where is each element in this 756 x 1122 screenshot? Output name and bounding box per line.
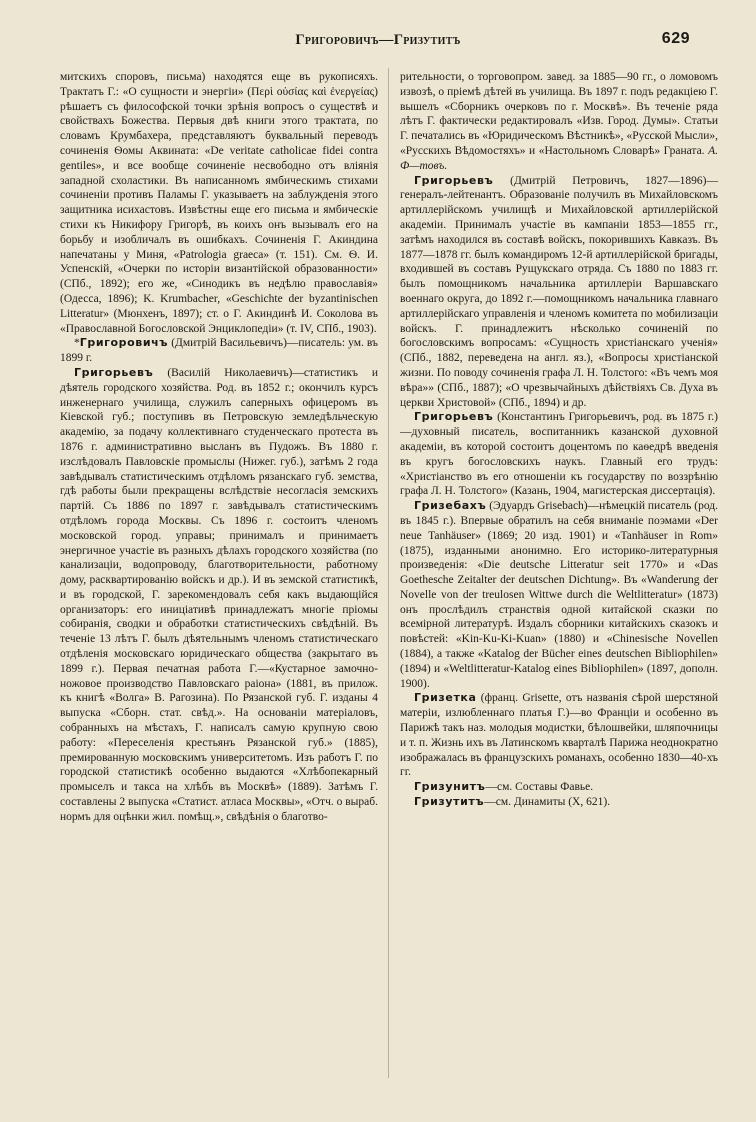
entry-headword: Григорьевъ (414, 410, 494, 424)
entry-headword: Гризунитъ (414, 780, 486, 794)
entry-text: (Дмитрій Васильевичъ)—писатель: ум. въ 1899 г. (60, 337, 378, 365)
continued-paragraph (400, 70, 718, 174)
entry-headword: Григоровичъ (79, 336, 169, 350)
entry-grisebach (400, 499, 718, 691)
entry-grizunit (400, 780, 718, 795)
entry-headword: Гризебахъ (414, 499, 487, 513)
entry-headword: Григорьевъ (414, 173, 494, 187)
entry-grigoriev-dmitry (400, 174, 718, 411)
entry-grigorovich (60, 336, 378, 366)
entry-grigoriev-vasily (60, 366, 378, 825)
entry-text: (франц. Grisette, отъ названія сѣрой шерстяной матеріи, излюбленнаго платья Г.)—во Франціи и особенно въ Парижѣ такъ наз. молодыя модистки, бѣлошвейки, шляпочницы и т. п. Жизнь ихъ въ Латинскомъ кварталѣ Парижа неоднократно изображалась въ французскихъ романахъ, особенно 1830—40-хъ гг. (400, 692, 718, 779)
entry-grizutit (400, 795, 718, 810)
entry-text: —см. Составы Фавье. (485, 781, 594, 794)
entry-text: (Василій Николаевичъ)—статистикъ и дѣятель городского хозяйства. Род. въ 1852 г.; окончилъ курсъ инженернаго училища, служилъ саперныхъ офицеромъ въ Кіевской губ.; поступивъ въ Петровскую земледѣльческую академію, за подачу коллективнаго студенческаго протеста въ 1876 г. административно высланъ въ Пудожъ. Въ 1880 г. изслѣдовалъ Павловскіе промыслы (Нижег. губ.), затѣмъ 2 года завѣдывалъ статистическимъ отдѣломъ рязанскаго губ. земства, гдѣ работы были прекращены вслѣдствіе несогласія земскихъ партій. Съ 1886 по 1897 г. завѣдывалъ статистическимъ отдѣломъ города Москвы. Съ 1896 г. состоитъ членомъ московской город. управы; принималъ и принимаетъ энергичное участіе въ разныхъ дѣлахъ городского хозяйства (по канализаціи, водопроводу, благотворительности, работному дому, расквартированію войскъ и др.). И въ земской статистикѣ, и въ городской, Г. зарекомендовалъ себя какъ выдающійся организаторъ: его иниціативѣ принадлежатъ многіе пріомы собиранія, сводки и обработки статистическихъ свѣдѣній. Въ теченіе 13 лѣтъ Г. былъ дѣятельнымъ членомъ статистическаго отдѣленія московскаго юридическаго общества (закрытаго въ 1899 г.). Первая печатная работа Г.—«Кустарное замочно-ножовое производство Павловскаго раіона» (1881, въ прилож. къ книгѣ «Волга» В. Рагозина). По Рязанской губ. Г. изданы 4 выпуска «Сборн. стат. свѣд.». На основаніи матеріаловъ, собранныхъ на мѣстахъ, Г. написалъ самую крупную свою работу: «Переселенія крестьянъ Рязанской губ.» (1885), премированную московскимъ университетомъ. Изъ работъ Г. по городской статистикѣ особенно выдаются «Хлѣбопекарный промыселъ и такса на хлѣбъ въ Москвѣ» (1889). Затѣмъ Г. составлены 2 выпуска «Статист. атласа Москвы», «Отч. о выраб. нормъ для оцѣнки жил. помѣщ.», свѣдѣнія о благотво- (60, 366, 378, 823)
asterisk-mark: * (74, 337, 80, 350)
running-head (0, 30, 756, 54)
page-number: 629 (661, 30, 690, 47)
entry-text: (Дмитрій Петровичъ, 1827—1896)—генералъ-лейтенантъ. Образованіе получилъ въ Михайловскомъ артиллерійскомъ училищѣ и Михайловской артиллерійской академіи. Принималъ участіе въ кампаніи 1853—1855 гг., затѣмъ находился въ составѣ войскъ, покорившихъ Кавказъ. Въ 1877—1878 гг. былъ командиромъ 12-й артиллерійской бригады, входившей въ составъ Рущукскаго отряда. Съ 1880 по 1883 гг. былъ помощникомъ начальника артиллеріи Варшавскаго военнаго округа, до 1892 г.—помощникомъ начальника главнаго артиллерійскаго управленія и членомъ комитета по мобилизаціи войскъ. Г. принадлежитъ нѣсколько сочиненій по богословскимъ вопросамъ: «Сущность христіанскаго ученія» (СПб., 1882, переведена на англ. яз.), «Вопросы христіанской жизни. По поводу сочиненія графа Л. Н. Толстого: «Въ чемъ моя вѣра»» (СПб., 1887); «О чрезвычайныхъ дѣйствіяхъ Св. Духа въ церкви Христовой» (СПб., 1894) и др. (400, 174, 718, 409)
entry-text: (Эдуардъ Grisebach)—нѣмецкій писатель (род. въ 1845 г.). Впервые обратилъ на себя вниманіе поэмами «Der neue Tanhäuser» (1869; 20 изд. 1901) и «Tanhäuser in Rom» (1875), изданными анонимно. Его историко-литературныя произведенія: «Die deutsche Litteratur seit 1770» и «Das Goethesche Zeitalter der deutschen Dichtung». Въ «Wanderung der Novelle von der treulosen Wittwe durch die Weltlitteratur» (1873) онъ прослѣдилъ странствія одной китайской сказки по всемірной литературѣ. Издалъ сборники китайскихъ сказокъ и повѣстей: «Kin-Ku-Ki-Kuan» (1880) и «Chinesische Novellen (1884), а также «Katalog der Bücher eines deutschen Bibliophilen» (1894) и «Weltlitteratur-Katalog eines Bibliophilen» (1897, дополн. 1900). (400, 500, 718, 690)
entry-headword: Григорьевъ (74, 365, 154, 379)
entry-text: (Константинъ Григорьевичъ, род. въ 1875 г.)—духовный писатель, воспитанникъ казанской духовной академіи, въ которой состоитъ доцентомъ по каѳедрѣ введенія въ кругъ богословскихъ наукъ. Главный его трудъ: «Христіанство въ его отношеніи къ государству по воззрѣнію графа Л. Н. Толстого» (Казань, 1904, магистерская диссертація). (400, 411, 718, 498)
entry-text: —см. Динамиты (X, 621). (484, 796, 611, 809)
page-header-title: Григоровичъ—Гризутитъ (295, 32, 461, 48)
continued-paragraph (60, 70, 378, 336)
entry-grisetka (400, 691, 718, 780)
entry-headword: Гризетка (414, 691, 477, 705)
author-signature: А. Ф—товъ. (400, 144, 718, 172)
entry-grigoriev-konstantin (400, 410, 718, 499)
right-column (400, 70, 718, 810)
left-column (60, 70, 378, 825)
entry-headword: Гризутитъ (414, 795, 485, 809)
paragraph-text: митскихъ споровъ, письма) находятся еще въ рукописяхъ. Трактатъ Г.: «О сущности и энергіи» (Περὶ οὐσίας καὶ ἐνεργείας) рѣшаетъ съ философской точки зрѣнія вопросъ о существѣ и свойствахъ Божества. Первыя двѣ книги этого трактата, по словамъ Крумбахера, представляютъ буквальный переводъ сочиненія Ѳомы Аквината: «De veritate catholicae fidei contra gentiles», и все вообще сочиненіе несвободно отъ вліянія западной схоластики. Въ написанномъ ямбическимъ стихами сочиненіи противъ Паламы Г. указываетъ на заблужденія этого защитника исихастовъ. Извѣстны еще его письма и ямбическіе стихи къ Никифору Григорѣ, въ коихъ онъ вызывалъ его на борьбу и изобличалъ въ ошибкахъ. Сочиненія Г. Акиндина напечатаны у Миня, «Patrologia graeca» (т. 151). См. Ѳ. И. Успенскій, «Очерки по исторіи византійской образованности» (СПб., 1892); его же, «Синодикъ въ недѣлю православія» (Одесса, 1896); K. Krumbacher, «Geschichte der byzantinischen Litteratur» (Мюнхенъ, 1897); ст. о Г. Акиндинѣ И. Соколова въ «Православной Богословской Энциклопедіи» (т. IV, СПб., 1903). (60, 71, 378, 335)
column-divider (388, 68, 389, 1078)
paragraph-text: рительности, о торговопром. завед. за 1885—90 гг., о ломовомъ извозѣ, о пріемѣ дѣтей въ училища. Въ 1897 г. подъ редакціею Г. вышелъ «Сборникъ очерковъ по г. Москвѣ». Въ теченіе ряда лѣтъ Г. фактически редактировалъ «Изв. Город. Думы». Статьи Г. печатались въ «Юридическомъ Вѣстникѣ», «Русской Мысли», «Русскихъ Вѣдомостяхъ» и «Настольномъ Словарѣ» Граната. (400, 71, 718, 157)
